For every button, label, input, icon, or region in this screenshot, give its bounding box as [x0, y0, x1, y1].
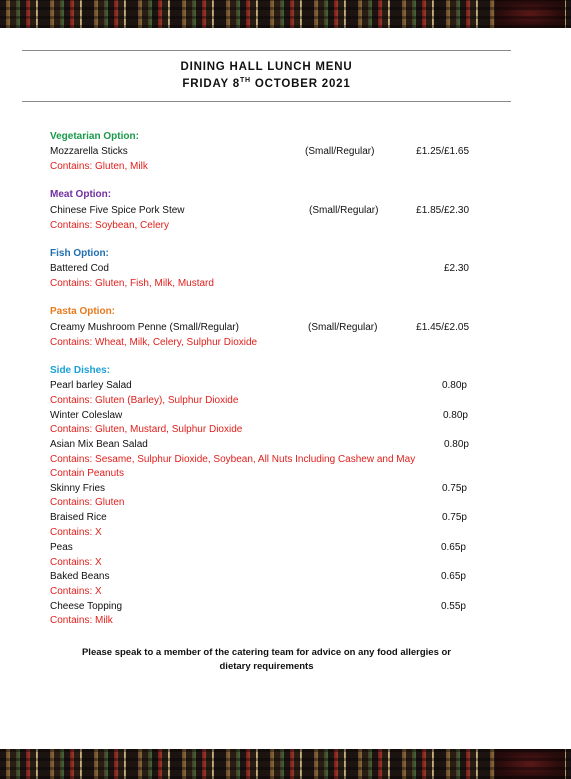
- pasta-heading: Pasta Option:: [50, 306, 116, 317]
- side-item-allergens: Contains: Sesame, Sulphur Dioxide, Soybean, All Nuts Including Cashew and May: [50, 454, 416, 465]
- side-item-name: Pearl barley Salad: [50, 380, 132, 391]
- meat-item: Chinese Five Spice Pork Stew: [50, 205, 185, 216]
- side-item-price: 0.55p: [440, 601, 466, 612]
- side-item-allergens: Contains: X: [50, 557, 102, 568]
- meat-allergens: Contains: Soybean, Celery: [50, 220, 169, 231]
- allergy-advice-line1: Please speak to a member of the catering team for advice on any food allergies or: [81, 647, 452, 658]
- side-item-price: 0.65p: [440, 542, 466, 553]
- menu-date: FRIDAY 8TH OCTOBER 2021: [182, 77, 351, 90]
- side-item-name: Peas: [50, 542, 73, 553]
- meat-heading: Meat Option:: [50, 189, 112, 200]
- divider-top: [22, 50, 511, 51]
- fish-heading: Fish Option:: [50, 248, 109, 259]
- side-item-name: Winter Coleslaw: [50, 410, 123, 421]
- vegetarian-price: £1.25/£1.65: [416, 146, 469, 157]
- side-item-name: Cheese Topping: [50, 601, 123, 612]
- pasta-item: Creamy Mushroom Penne (Small/Regular): [50, 322, 239, 333]
- side-item-allergens: Contains: Milk: [50, 615, 113, 626]
- side-item-price: 0.65p: [440, 571, 466, 582]
- divider-bottom: [22, 101, 511, 102]
- side-item-name: Baked Beans: [50, 571, 110, 582]
- side-item-price: 0.80p: [441, 380, 467, 391]
- crest-icon: [495, 749, 565, 779]
- side-item-name: Skinny Fries: [50, 483, 106, 494]
- side-item-name: Asian Mix Bean Salad: [50, 439, 148, 450]
- crest-icon: [495, 0, 565, 28]
- side-item-price: 0.80p: [443, 439, 469, 450]
- stained-glass-banner-top: [0, 0, 571, 28]
- side-item-price: 0.75p: [441, 512, 467, 523]
- vegetarian-item: Mozzarella Sticks: [50, 146, 128, 157]
- side-item-price: 0.75p: [441, 483, 467, 494]
- side-item-allergens-cont: Contain Peanuts: [50, 468, 124, 479]
- pasta-sizes: (Small/Regular): [308, 322, 378, 333]
- side-item-allergens: Contains: Gluten (Barley), Sulphur Dioxide: [50, 395, 239, 406]
- fish-allergens: Contains: Gluten, Fish, Milk, Mustard: [50, 278, 214, 289]
- vegetarian-sizes: (Small/Regular): [305, 146, 375, 157]
- side-item-price: 0.80p: [442, 410, 468, 421]
- pasta-price: £1.45/£2.05: [416, 322, 469, 333]
- vegetarian-allergens: Contains: Gluten, Milk: [50, 161, 148, 172]
- meat-sizes: (Small/Regular): [309, 205, 379, 216]
- side-item-allergens: Contains: X: [50, 527, 102, 538]
- side-item-allergens: Contains: Gluten: [50, 497, 125, 508]
- meat-price: £1.85/£2.30: [416, 205, 469, 216]
- fish-item: Battered Cod: [50, 263, 109, 274]
- sides-heading: Side Dishes:: [50, 365, 111, 376]
- stained-glass-banner-bottom: [0, 749, 571, 779]
- side-item-name: Braised Rice: [50, 512, 107, 523]
- menu-title: DINING HALL LUNCH MENU: [180, 61, 353, 73]
- side-item-allergens: Contains: X: [50, 586, 102, 597]
- vegetarian-heading: Vegetarian Option:: [50, 131, 139, 142]
- allergy-advice-line2: dietary requirements: [219, 661, 314, 672]
- fish-price: £2.30: [443, 263, 469, 274]
- side-item-allergens: Contains: Gluten, Mustard, Sulphur Dioxide: [50, 424, 243, 435]
- pasta-allergens: Contains: Wheat, Milk, Celery, Sulphur Dioxide: [50, 337, 258, 348]
